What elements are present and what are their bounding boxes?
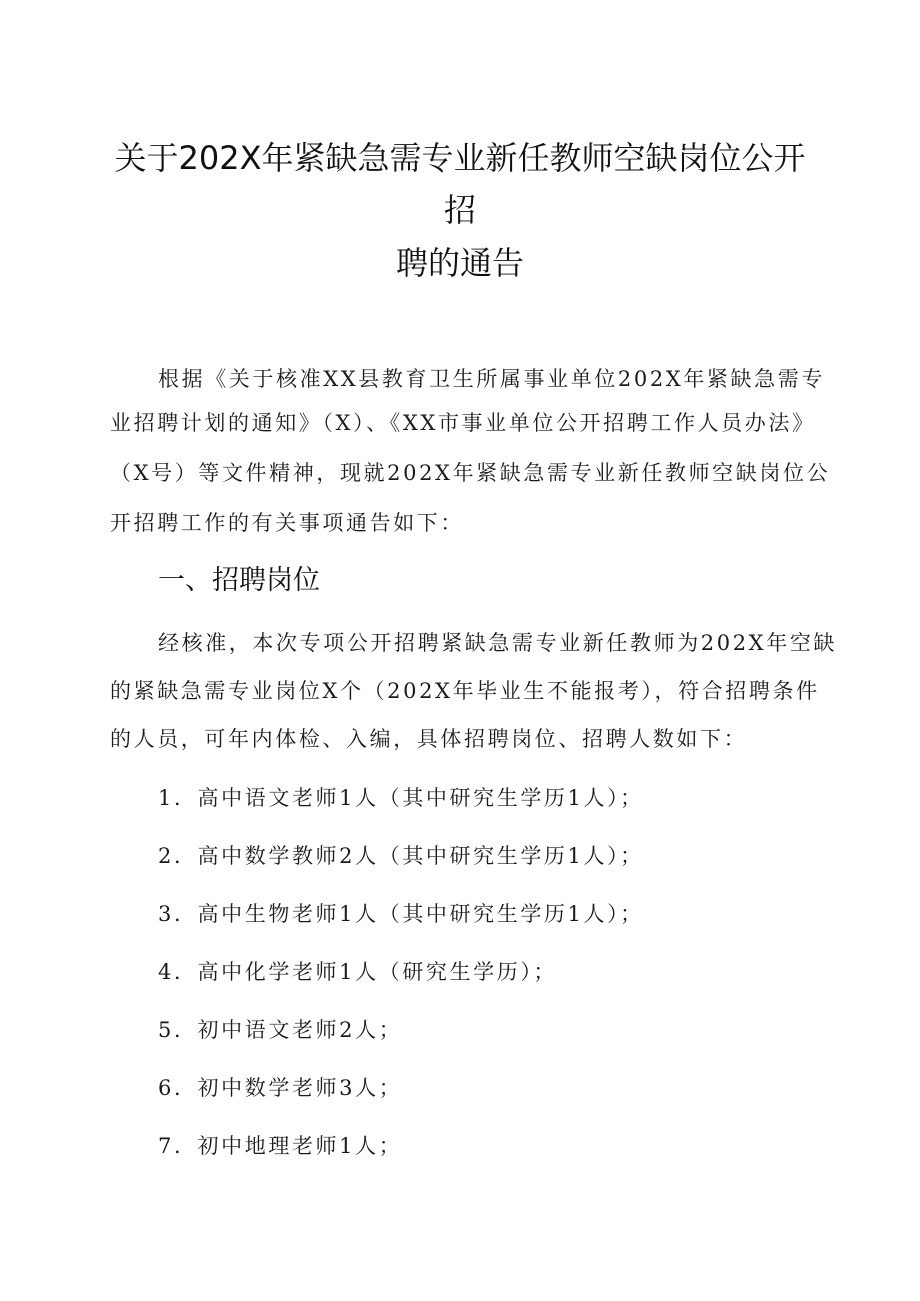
position-list-item: 2．高中数学教师2人（其中研究生学历1人）； <box>158 844 644 868</box>
position-list-item: 6．初中数学老师3人； <box>158 1076 403 1100</box>
position-list-item: 5．初中语文老师2人； <box>158 1018 403 1042</box>
intro-paragraph-line-1: 根据《关于核准XX县教育卫生所属事业单位202X年紧缺急需专 <box>158 367 825 391</box>
section-paragraph-line-3: 的人员，可年内体检、入编，具体招聘岗位、招聘人数如下： <box>110 727 748 751</box>
intro-paragraph-line-3: （X号）等文件精神，现就202X年紧缺急需专业新任教师空缺岗位公 <box>110 461 831 485</box>
intro-paragraph-line-4: 开招聘工作的有关事项通告如下： <box>110 511 464 535</box>
document-title-line-2: 招 <box>443 191 476 229</box>
position-list-item: 4．高中化学老师1人（研究生学历）； <box>158 960 558 984</box>
document-title-line-3: 聘的通告 <box>395 244 524 282</box>
position-list-item: 7．初中地理老师1人； <box>158 1134 403 1158</box>
section-heading-recruitment-positions: 一、招聘岗位 <box>158 565 320 596</box>
position-list-item: 3．高中生物老师1人（其中研究生学历1人）； <box>158 902 644 926</box>
intro-paragraph-line-2: 业招聘计划的通知》（X）、《XX市事业单位公开招聘工作人员办法》 <box>110 411 816 435</box>
document-title-line-1: 关于202X年紧缺急需专业新任教师空缺岗位公开 <box>114 139 806 177</box>
section-paragraph-line-1: 经核准，本次专项公开招聘紧缺急需专业新任教师为202X年空缺 <box>158 631 838 655</box>
position-list-item: 1．高中语文老师1人（其中研究生学历1人）； <box>158 786 644 810</box>
section-paragraph-line-2: 的紧缺急需专业岗位X个（202X年毕业生不能报考），符合招聘条件 <box>110 679 820 703</box>
